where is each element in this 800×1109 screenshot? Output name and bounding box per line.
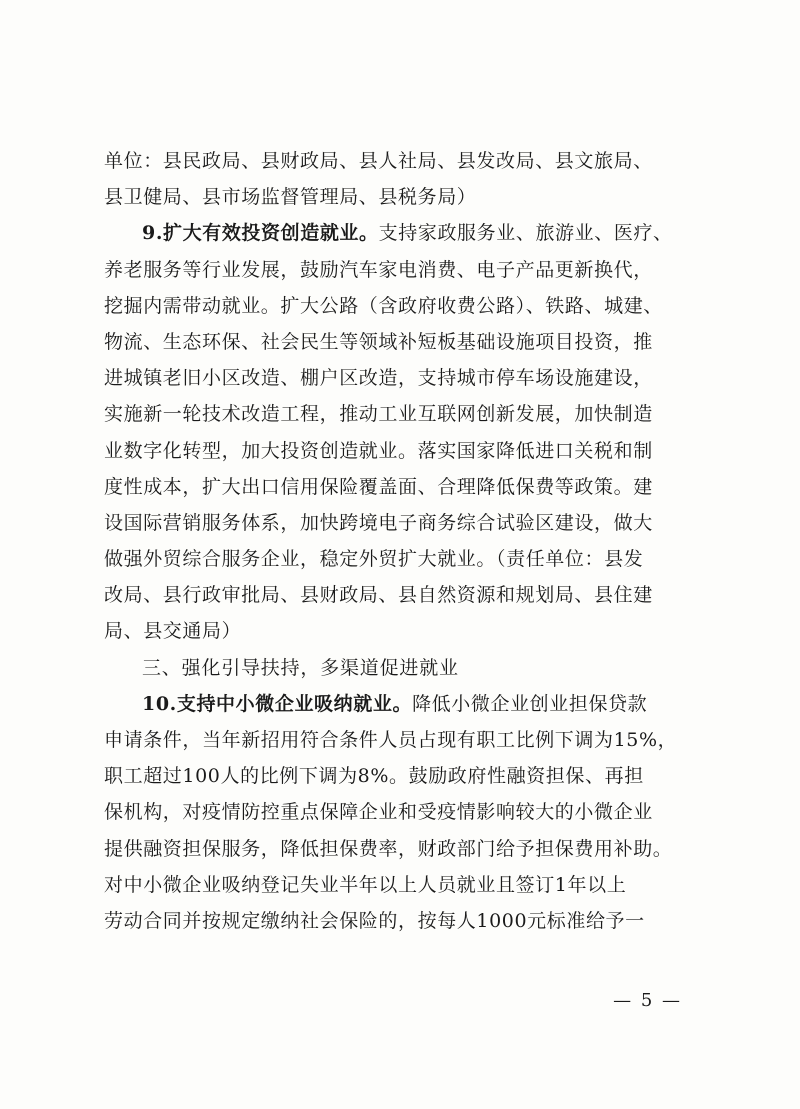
text-line: 申请条件，当年新招用符合条件人员占现有职工比例下调为15%， — [104, 729, 678, 751]
text-line: 实施新一轮技术改造工程，推动工业互联网创新发展，加快制造 — [104, 403, 653, 426]
text-line: 改局、县行政审批局、县财政局、县自然资源和规划局、县住建 — [104, 584, 653, 607]
text-line: 设国际营销服务体系，加快跨境电子商务综合试验区建设，做大 — [104, 511, 653, 534]
page-number: — 5 — — [613, 990, 682, 1011]
text-line: 职工超过100人的比例下调为8%。鼓励政府性融资担保、再担 — [104, 765, 644, 788]
text-line: 提供融资担保服务，降低担保费率，财政部门给予担保费用补助。 — [104, 837, 673, 860]
item-10-first-line: 10.支持中小微企业吸纳就业。降低小微企业创业担保贷款 — [142, 692, 648, 715]
text-line: 保机构，对疫情防控重点保障企业和受疫情影响较大的小微企业 — [104, 801, 653, 824]
text-line: 进城镇老旧小区改造、棚户区改造，支持城市停车场设施建设， — [104, 367, 653, 390]
item-9-first-line: 9.扩大有效投资创造就业。支持家政服务业、旅游业、医疗、 — [142, 222, 673, 245]
text-line: 做强外贸综合服务企业，稳定外贸扩大就业。（责任单位：县发 — [104, 548, 644, 571]
document-body — [104, 143, 704, 939]
item-9-title: 9.扩大有效投资创造就业。 — [142, 222, 379, 245]
text-line: 挖掘内需带动就业。扩大公路（含政府收费公路）、铁路、城建、 — [104, 294, 663, 317]
text-line: 单位：县民政局、县财政局、县人社局、县发改局、县文旅局、 — [104, 150, 653, 172]
text-line: 养老服务等行业发展，鼓励汽车家电消费、电子产品更新换代， — [104, 258, 653, 281]
text-line: 度性成本，扩大出口信用保险覆盖面、合理降低保费等政策。建 — [104, 475, 653, 498]
text-line: 业数字化转型，加大投资创造就业。落实国家降低进口关税和制 — [104, 439, 653, 462]
text-line: 县卫健局、县市场监督管理局、县税务局） — [104, 186, 477, 209]
text-line: 物流、生态环保、社会民生等领域补短板基础设施项目投资，推 — [104, 330, 653, 353]
text-line: 局、县交通局） — [104, 620, 242, 643]
item-10-title: 10.支持中小微企业吸纳就业。 — [142, 692, 413, 715]
section-heading: 三、强化引导扶持，多渠道促进就业 — [142, 656, 459, 679]
text-line: 对中小微企业吸纳登记失业半年以上人员就业且签订1年以上 — [104, 873, 627, 896]
text-line: 劳动合同并按规定缴纳社会保险的，按每人1000元标准给予一 — [104, 909, 645, 932]
